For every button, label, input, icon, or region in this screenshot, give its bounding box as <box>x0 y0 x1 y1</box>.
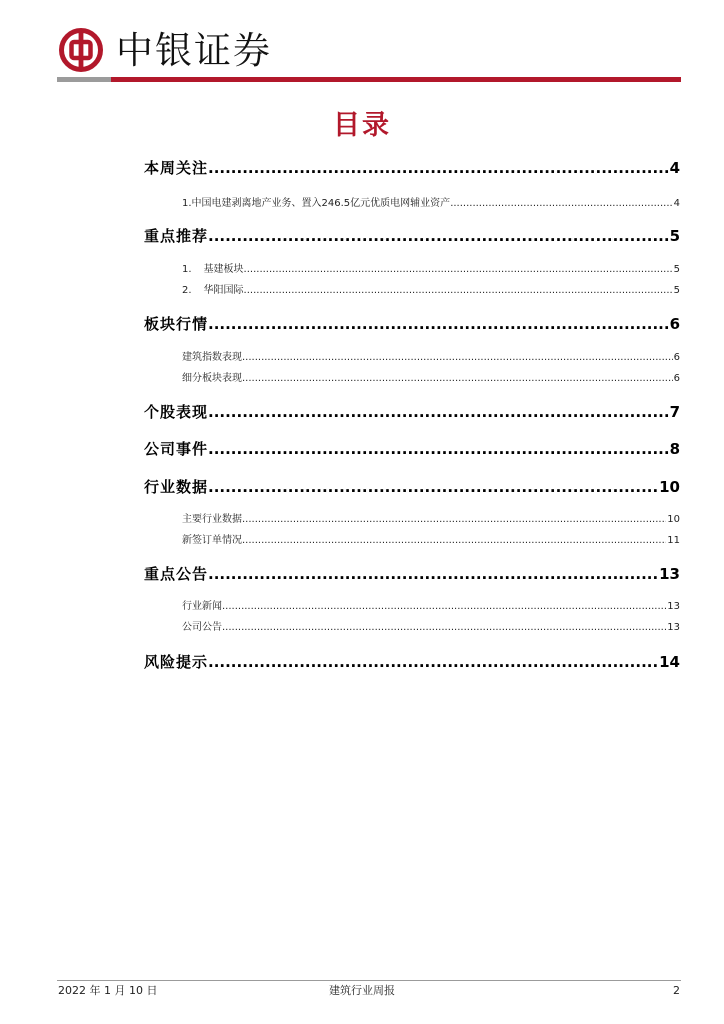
toc-leader-dots <box>244 284 673 298</box>
toc-entry[interactable] <box>144 564 680 584</box>
toc-entry[interactable] <box>144 314 680 334</box>
toc-leader-dots <box>208 158 669 178</box>
toc-subentry[interactable] <box>182 372 680 386</box>
toc-subentry[interactable] <box>182 513 680 527</box>
toc-entry[interactable] <box>144 652 680 672</box>
page-header <box>0 0 724 90</box>
toc-subentry-page: 13 <box>667 622 680 633</box>
toc-subentry-label: 建筑指数表现 <box>182 352 242 363</box>
toc-subentry[interactable] <box>182 351 680 365</box>
toc-subentry-page: 5 <box>673 285 680 296</box>
toc-leader-dots <box>222 600 666 614</box>
toc-entry-label: 风险提示 <box>144 653 209 671</box>
toc-leader-dots <box>208 652 658 672</box>
toc-entry-page: 10 <box>659 478 680 496</box>
toc-leader-dots <box>242 351 673 365</box>
toc-leader-dots <box>244 263 673 277</box>
toc-entry[interactable] <box>144 158 680 178</box>
toc-subentry-page: 10 <box>667 514 680 525</box>
toc-subentry-page: 11 <box>667 535 680 546</box>
toc-subentry[interactable] <box>182 534 680 548</box>
toc-subentry[interactable] <box>182 263 680 277</box>
toc-subentry-page: 5 <box>673 264 680 275</box>
toc-subentry-label: 华阳国际 <box>203 285 244 296</box>
toc-subentry-label: 新签订单情况 <box>182 535 242 546</box>
toc-subentry[interactable] <box>182 284 680 298</box>
toc-entry-page: 8 <box>669 440 680 458</box>
toc-entry[interactable] <box>144 402 680 422</box>
toc-leader-dots <box>242 513 666 527</box>
toc-entry-label: 重点公告 <box>144 565 209 583</box>
toc-leader-dots <box>208 402 669 422</box>
toc-leader-dots <box>242 372 673 386</box>
toc-subentry-label: 细分板块表现 <box>182 373 242 384</box>
company-name: 中银证券 <box>116 29 272 72</box>
toc-entry-page: 6 <box>669 315 680 333</box>
toc-leader-dots <box>222 621 666 635</box>
toc-leader-dots <box>242 534 666 548</box>
footer-page-number: 2 <box>673 984 680 997</box>
toc-leader-dots <box>450 197 672 211</box>
toc-title: 目录 <box>333 110 391 141</box>
header-rule-gray <box>57 77 111 82</box>
toc-subentry[interactable] <box>182 621 680 635</box>
toc-subentry[interactable] <box>182 600 680 614</box>
toc-entry-label: 板块行情 <box>144 315 209 333</box>
toc-entry[interactable] <box>144 477 680 497</box>
toc-entry-page: 13 <box>659 565 680 583</box>
toc-entry[interactable] <box>144 439 680 459</box>
toc-leader-dots <box>208 226 669 246</box>
toc-subentry-page: 6 <box>673 373 680 384</box>
footer-report-type: 建筑行业周报 <box>329 984 395 997</box>
toc-subentry-label: 基建板块 <box>203 264 244 275</box>
toc-subentry-page: 6 <box>673 352 680 363</box>
toc-leader-dots <box>208 477 658 497</box>
toc-entry[interactable] <box>144 226 680 246</box>
toc-leader-dots <box>208 564 658 584</box>
toc-subentry-label: 主要行业数据 <box>182 514 242 525</box>
header-rule-red <box>111 77 681 82</box>
toc-entry-page: 7 <box>669 403 680 421</box>
toc-entry-label: 行业数据 <box>144 478 209 496</box>
bank-of-china-logo-icon <box>58 27 104 73</box>
toc-entry-label: 公司事件 <box>144 440 209 458</box>
toc-subentry-page: 13 <box>667 601 680 612</box>
toc-leader-dots <box>208 439 669 459</box>
toc-leader-dots <box>208 314 669 334</box>
toc-subentry-page: 4 <box>673 198 680 209</box>
toc-subentry-num: 2. <box>182 285 192 296</box>
toc-entry-page: 5 <box>669 227 680 245</box>
toc-subentry-num: 1. <box>182 264 192 275</box>
toc-entry-label: 个股表现 <box>144 403 209 421</box>
toc-subentry-label: 公司公告 <box>182 622 222 633</box>
footer-rule <box>57 980 681 981</box>
toc-entry-page: 4 <box>669 159 680 177</box>
toc-entry-label: 本周关注 <box>144 159 209 177</box>
toc-subentry-label: 中国电建剥离地产业务、置入246.5亿元优质电网辅业资产 <box>191 198 451 209</box>
footer-date: 2022 年 1 月 10 日 <box>58 984 158 997</box>
toc-subentry[interactable] <box>182 197 680 211</box>
toc-subentry-label: 行业新闻 <box>182 601 222 612</box>
toc-entry-page: 14 <box>659 653 680 671</box>
toc-entry-label: 重点推荐 <box>144 227 209 245</box>
toc-subentry-num: 1. <box>182 198 192 209</box>
